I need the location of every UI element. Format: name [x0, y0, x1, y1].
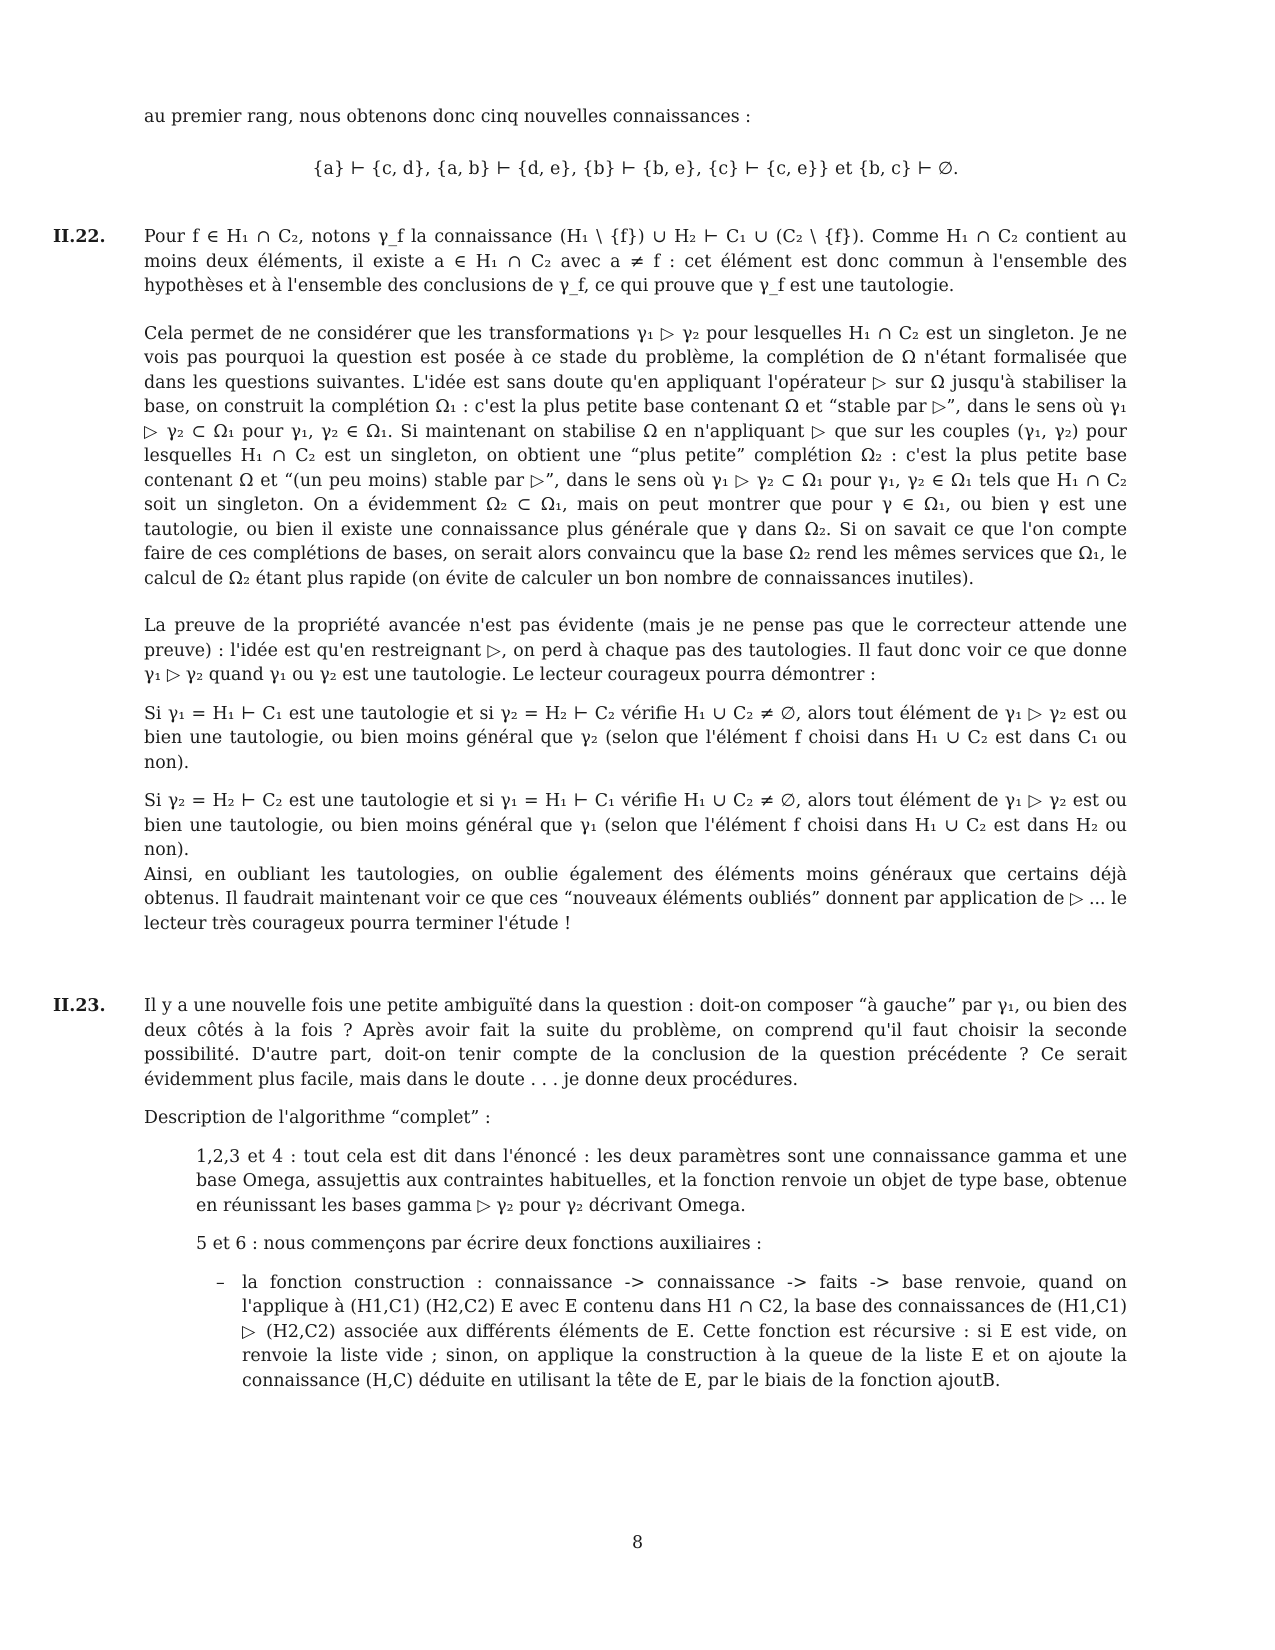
question-23-body — [144, 994, 1127, 1393]
q23-paragraph-4: 5 et 6 : nous commençons par écrire deux fonctions auxiliaires : — [196, 1234, 763, 1254]
bullet-dash: – — [216, 1272, 225, 1293]
q22-paragraph-2: Cela permet de ne considérer que les transformations γ₁ ▷ γ₂ pour lesquelles H₁ ∩ C₂ est un singleton. Je ne vois pas pourquoi la question est posée à ce stade du problème, la complétion de Ω n'étant formalisée que dans les questions suivantes. L'idée est sans doute qu'en appliquant l'opérateur ▷ sur Ω jusqu'à stabiliser la base, on construit la complétion Ω₁ : c'est la plus petite base contenant Ω et “stable par ▷”, dans le sens où γ₁ ▷ γ₂ ⊂ Ω₁ pour γ₁, γ₂ ∈ Ω₁. Si maintenant on stabilise Ω en n'appliquant ▷ que sur les couples (γ₁, γ₂) pour lesquelles H₁ ∩ C₂ est un singleton, on obtient une “plus petite” complétion Ω₂ : c'est la plus petite base contenant Ω et “(un peu moins) stable par ▷”, dans le sens où γ₁ ▷ γ₂ ⊂ Ω₁ pour γ₁, γ₂ ∈ Ω₁ tels que H₁ ∩ C₂ soit un singleton. On a évidemment Ω₂ ⊂ Ω₁, mais on peut montrer que pour γ ∈ Ω₁, ou bien γ est une tautologie, ou bien il existe une connaissance plus générale que γ dans Ω₂. Si on savait ce que l'on compte faire de ces complétions de bases, on serait alors convaincu que la base Ω₂ rend les mêmes services que Ω₁, le calcul de Ω₂ étant plus rapide (on évite de calculer un bon nombre de connaissances inutiles). — [144, 323, 1127, 589]
q22-paragraph-3: La preuve de la propriété avancée n'est pas évidente (mais je ne pense pas que le correcteur attende une preuve) : l'idée est qu'en restreignant ▷, on perd à chaque pas des tautologies. Il faut donc voir ce que donne γ₁ ▷ γ₂ quand γ₁ ou γ₂ est une tautologie. Le lecteur courageux pourra démontrer : — [144, 616, 1127, 685]
q22-paragraph-1: Pour f ∈ H₁ ∩ C₂, notons γ_f la connaissance (H₁ \ {f}) ∪ H₂ ⊢ C₁ ∪ (C₂ \ {f}). Comme H₁ ∩ C₂ contient au moins deux éléments, il existe a ∈ H₁ ∩ C₂ avec a ≠ f : cet élément est donc commun à l'ensemble des hypothèses et à l'ensemble des conclusions de γ_f, ce qui prouve que γ_f est une tautologie. — [144, 227, 1127, 296]
page-number: 8 — [631, 1533, 644, 1553]
display-formula: {a} ⊢ {c, d}, {a, b} ⊢ {d, e}, {b} ⊢ {b, e}, {c} ⊢ {c, e}} et {b, c} ⊢ ∅. — [312, 158, 959, 179]
question-label-22: II.22. — [53, 227, 106, 247]
q23-bullet-item — [216, 1271, 1127, 1394]
intro-paragraph: au premier rang, nous obtenons donc cinq nouvelles connaissances : — [144, 107, 752, 127]
q23-paragraph-1: Il y a une nouvelle fois une petite ambiguïté dans la question : doit-on composer “à gauche” par γ₁, ou bien des deux côtés à la fois ? Après avoir fait la suite du problème, on comprend qu'il faut choisir la seconde possibilité. D'autre part, doit-on tenir compte de la conclusion de la question précédente ? Ce serait évidemment plus facile, mais dans le doute . . . je donne deux procédures. — [144, 996, 1127, 1090]
q22-paragraph-5: Si γ₂ = H₂ ⊢ C₂ est une tautologie et si γ₁ = H₁ ⊢ C₁ vérifie H₁ ∪ C₂ ≠ ∅, alors tout élément de γ₁ ▷ γ₂ est ou bien une tautologie, ou bien moins général que γ₁ (selon que l'élément f choisi dans H₁ ∪ C₂ est dans H₂ ou non). — [144, 791, 1127, 860]
q23-bullet-text: la fonction construction : connaissance -> connaissance -> faits -> base renvoie, quand on l'applique à (H1,C1) (H2,C2) E avec E contenu dans H1 ∩ C2, la base des connaissances de (H1,C1) ▷ (H2,C2) associée aux différents éléments de E. Cette fonction est récursive : si E est vide, on renvoie la liste vide ; sinon, on applique la construction à la queue de la liste E et on ajoute la connaissance (H,C) déduite en utilisant la tête de E, par le biais de la fonction ajoutB. — [242, 1272, 1127, 1391]
q22-paragraph-4: Si γ₁ = H₁ ⊢ C₁ est une tautologie et si γ₂ = H₂ ⊢ C₂ vérifie H₁ ∪ C₂ ≠ ∅, alors tout élément de γ₁ ▷ γ₂ est ou bien une tautologie, ou bien moins général que γ₂ (selon que l'élément f choisi dans H₁ ∪ C₂ est dans C₁ ou non). — [144, 703, 1127, 773]
q22-paragraph-6: Ainsi, en oubliant les tautologies, on oublie également des éléments moins généraux que certains déjà obtenus. Il faudrait maintenant voir ce que ces “nouveaux éléments oubliés” donnent par application de ▷ ... le lecteur très courageux pourra terminer l'étude ! — [144, 864, 1127, 934]
question-label-23: II.23. — [53, 996, 106, 1016]
question-22-body — [144, 225, 1127, 936]
top-block — [144, 105, 1127, 181]
q23-paragraph-3: 1,2,3 et 4 : tout cela est dit dans l'énoncé : les deux paramètres sont une connaissance gamma et une base Omega, assujettis aux contraintes habituelles, et la fonction renvoie un objet de type base, obtenue en réunissant les bases gamma ▷ γ₂ pour γ₂ décrivant Omega. — [196, 1146, 1127, 1216]
q23-paragraph-2: Description de l'algorithme “complet” : — [144, 1108, 491, 1128]
